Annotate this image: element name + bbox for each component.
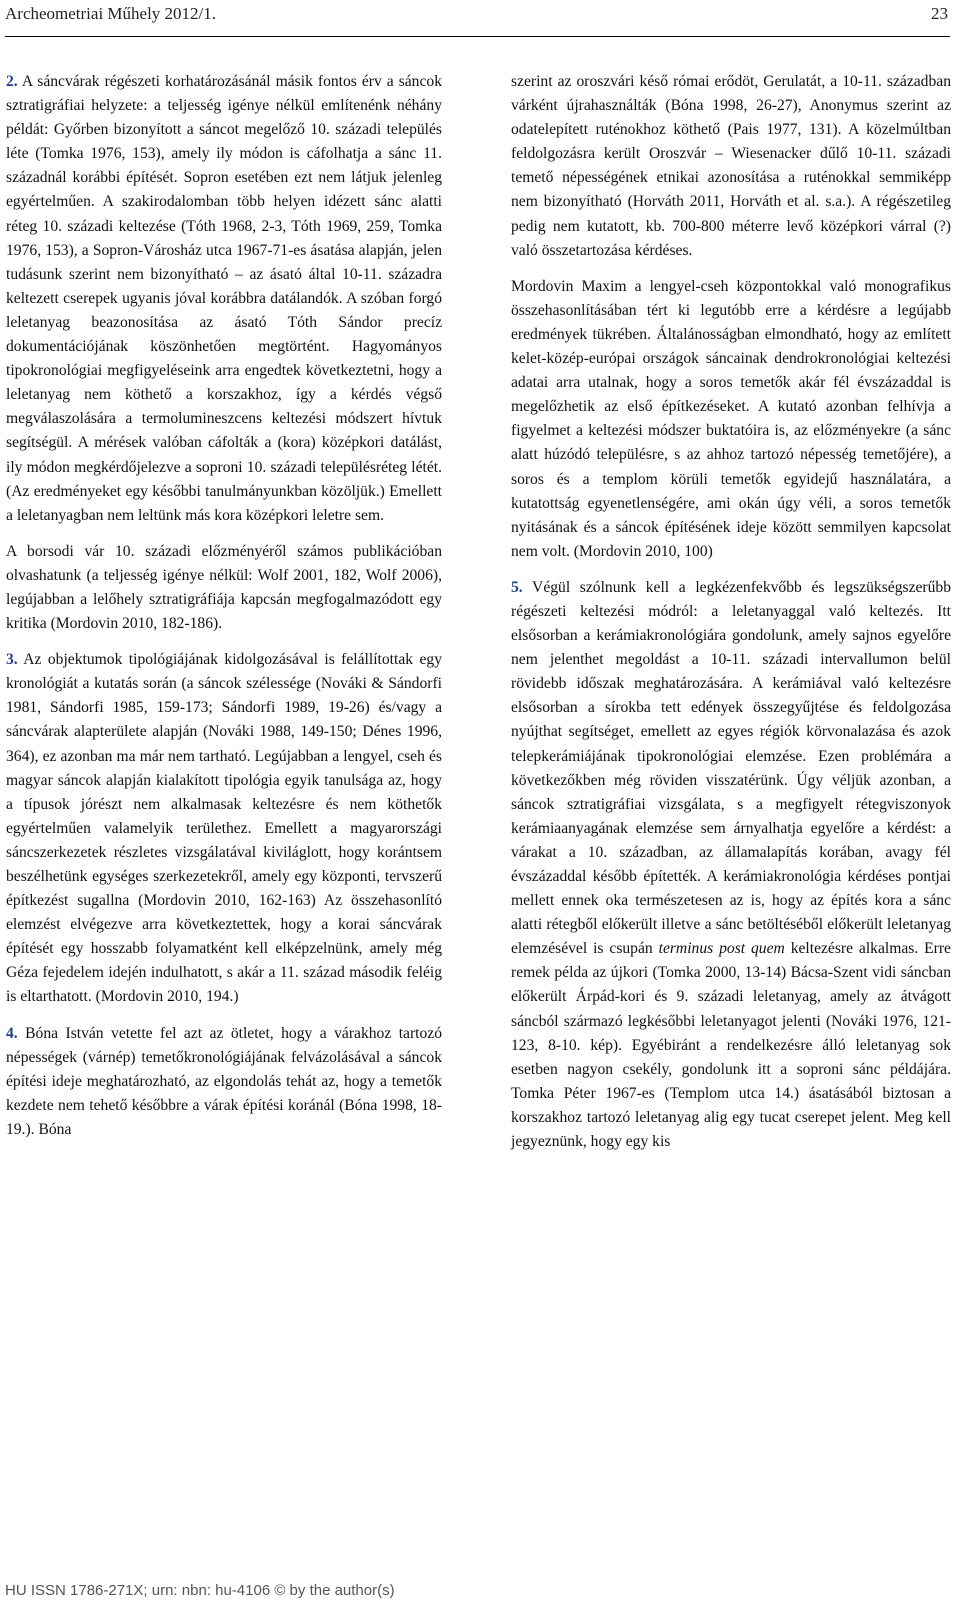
paragraph-3-text: Az objektumok tipológiájának kidolgozásával is felállítottak egy kronológiát a kutatás során (a sáncok szélessége (Nováki & Sándorfi 1981, Sándorfi 1985, 159-173; Sándorfi 1989, 19-26) és/vagy a sáncvárak alapterülete alapján (Nováki 1988, 149-150; Dénes 1996, 364), ez azonban ma már nem tartható. Legújabban a lengyel, cseh és magyar sáncok alapján kialakított tipológia egyik tanulsága az, hogy a típusok jórészt nem alkalmasak keltezésre és nem köthetők egyértelműen valamelyik területhez. Emellett a magyarországi sáncszerkezetek részletes vizsgálatával kiviláglott, hogy korántsem beszélhetünk egységes szerkezetekről, amely egy központi, tervszerű építkezést sugallna (Mordovin 2010, 162-163) Az összehasonlító elemzést elvégezve arra következtettek, hogy a korai sáncvárak építését egy hosszabb folyamatként kell elképzelnünk, amely még Géza fejedelem idején indulhatott, s akár a 11. század második feléig is eltarthatott. (Mordovin 2010, 194.) bbox=[6, 651, 442, 1006]
running-header bbox=[5, 0, 950, 35]
paragraph-borsod: A borsodi vár 10. századi előzményéről számos publikációban olvashatunk (a teljesség igénye nélkül: Wolf 2001, 182, Wolf 2006), legújabban a lelőhely sztratigráfiája kapcsán megfogalmazódott egy kritika (Mordovin 2010, 182-186). bbox=[6, 542, 442, 633]
paragraph-3 bbox=[6, 648, 442, 1009]
paragraph-2 bbox=[6, 70, 442, 528]
page-number: 23 bbox=[931, 4, 948, 23]
paragraph-4-text: Bóna István vetette fel azt az ötletet, hogy a várakhoz tartozó népességek (várnép) temetőkronológiájának felvázolásával a sáncok építési ideje meghatározható, az elgondolás tehát az, hogy a temetők kezdete nem tehető későbbre a várak építési koránál (Bóna 1998, 18-19.). Bóna bbox=[6, 1024, 442, 1138]
paragraph-4 bbox=[6, 1022, 442, 1142]
left-column bbox=[6, 70, 442, 1154]
paragraph-5-text-b: keltezésre alkalmas. Erre remek példa az újkori (Tomka 2000, 13-14) Bácsa-Szent vidi sáncban előkerült Árpád-kori és 9. századi leletanyag, amely az átvágott sáncból származó legkésőbbi leletanyagot jelenti (Nováki 1976, 121-123, 8-10. kép). Egyébiránt a rendelkezésre álló leletanyag sok esetben nagyon csekély, gondolunk itt a soproni sánc példájára. Tomka Péter 1967-es (Templom utca 14.) ásatásából biztosan a korszakhoz tartozó leletanyag alig egy tucat cserepet jelent. Meg kell jegyeznünk, hogy egy kis bbox=[511, 940, 951, 1151]
header-rule bbox=[5, 36, 950, 37]
section-number-5: 5. bbox=[511, 578, 523, 596]
footer-issn: HU ISSN 1786-271X; urn: nbn: hu-4106 © by the author(s) bbox=[5, 1582, 395, 1599]
terminus-post-quem: terminus post quem bbox=[658, 940, 785, 958]
section-number-4: 4. bbox=[6, 1024, 18, 1042]
paragraph-bona-continued: szerint az oroszvári késő római erődöt, Gerulatát, a 10-11. században várként újrahasználták (Bóna 1998, 26-27), Anonymus szerint az odatelepített ruténokhoz köthető (Pais 1977, 131). A közelmúltban feldolgozásra került Oroszvár – Wiesenacker dűlő 10-11. századi temető népességének etnikai azonosítása a ruténokkal semmiképp nem bizonyítható (Horváth 2011, Horváth et al. s.a.). A régészetileg pedig nem kutatott, kb. 700-800 méterre levő középkori várral (?) való összetartozása kérdéses. bbox=[511, 73, 951, 259]
journal-title: Archeometriai Műhely 2012/1. bbox=[5, 4, 217, 23]
right-column bbox=[511, 70, 951, 1166]
paragraph-mordovin: Mordovin Maxim a lengyel-cseh központokkal való monografikus összehasonlításában tért ki legutóbb erre a kérdésre a legújabb eredmények tükrében. Általánosságban elmondható, hogy az említett kelet-közép-európai országok sáncainak dendrokronológiai keltezési adatai arra utalnak, hogy a soros temetők akár fél évszázaddal is megelőzhetik az első építkezéseket. A kutató azonban felhívja a figyelmet a keltezési módszer buktatóira is, az előzményekre (a sánc alatt húzódó településre, s az ahhoz tartozó népesség temetőjére), a soros és a templom körüli temetők egyidejű használatára, a kutatottság egyenetlenségére, ami okán úgy véli, a soros temetők nyitásának és a sáncok építésének ideje között semmilyen kapcsolat nem volt. (Mordovin 2010, 100) bbox=[511, 277, 951, 560]
paragraph-2-text: A sáncvárak régészeti korhatározásánál másik fontos érv a sáncok sztratigráfiai helyzete: a teljesség igénye nélkül említenénk néhány példát: Győrben bizonyított a sáncot megelőző 10. századi település léte (Tomka 1976, 153), amely ily módon is cáfolhatja a sánc 11. századnál korábbi építését. Sopron esetében ezt nem látjuk jelenleg egyértelműen. A szakirodalomban több helyen idézett sánc alatti réteg 10. századi keltezése (Tóth 1968, 2-3, Tóth 1969, 259, Tomka 1976, 153), a Sopron-Városház utca 1967-71-es ásatása alapján, jelen tudásunk szerint nem bizonyítható – az ásató által 10-11. századra keltezett cserepek ugyanis jóval korábbra datálandók. A szóban forgó leletanyag beazonosítása az ásató Tóth Sándor precíz dokumentációjának köszönhetően megtörtént. Hagyományos tipokronológiai megfigyeléseink arra engedtek következtetni, hogy a leletanyag nem köthető a korszakhoz, így a kérdés végső megválaszolására a termolumineszcens keltezési módszert hívtuk segítségül. A mérések valóban cáfolták a (kora) középkori datálást, ily módon megkérdőjelezve a soproni 10. századi településréteg létét. (Az eredményeket egy későbbi tanulmányunkban közöljük.) Emellett a leletanyagban nem leltünk más kora középkori leletre sem. bbox=[6, 73, 442, 524]
paragraph-5-text-a: Végül szólnunk kell a legkézenfekvőbb és legszükségszerűbb régészeti keltezési módról: a leletanyaggal való keltezés. Itt elsősorban a kerámiakronológiára gondolunk, amely sajnos egyelőre nem jelenthet megoldást a 10-11. századi intervallumon belül rövidebb időszak meghatározására. A kerámiával való keltezésre elsősorban a sírokba tett edények összegyűjtése és feldolgozása nyújthat segítséget, emellett az egyes régiók körvonalazása és azok telepkerámiájának tipokronológiai elemzése. Ezen problémára a következőkben még röviden visszatérünk. Úgy véljük azonban, a sáncok sztratigráfiai vizsgálata, s a megfigyelt rétegviszonyok kerámiaanyagának elemzése sem árnyalhatja egyelőre a kérdést: a várakat a 10. században, az államalapítás korában, avagy fél évszázaddal később építették. A kerámiakronológia kérdéses pontjai mellett ennek oka természetesen az is, hogy az építés kora a sánc alatti rétegből előkerült illetve a sánc betöltéséből előkerült leletanyag elemzésével is csupán bbox=[511, 578, 951, 958]
section-number-3: 3. bbox=[6, 651, 18, 669]
section-number-2: 2. bbox=[6, 73, 18, 90]
paragraph-5 bbox=[511, 576, 951, 1154]
